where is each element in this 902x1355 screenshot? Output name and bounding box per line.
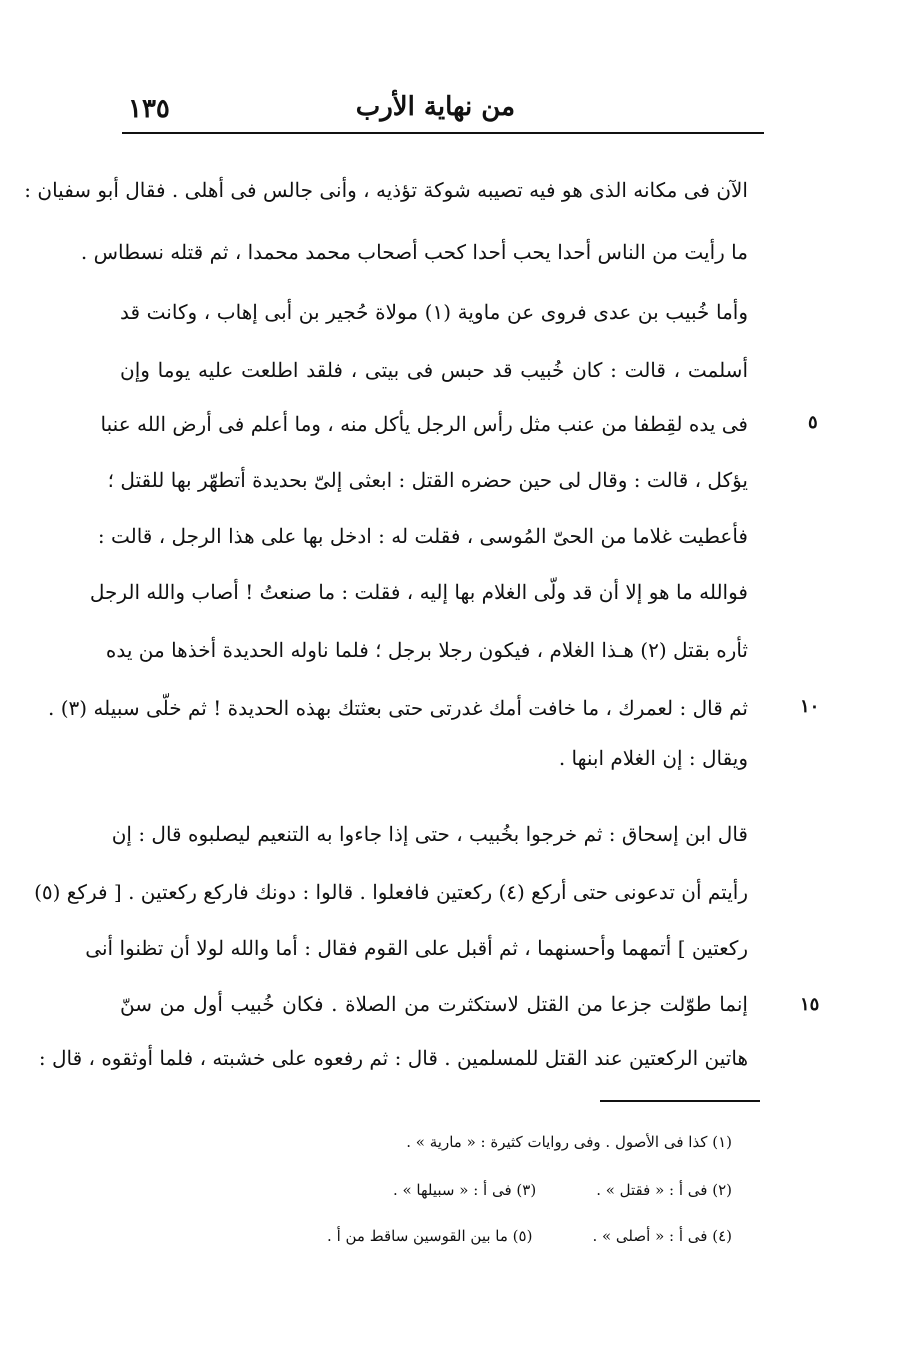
text-line: ويقال : إن الغلام ابنها . [558, 746, 748, 770]
line-number-marker: ٥ [808, 412, 818, 433]
footnote-4: (٤) فى أ : « أصلى » . [592, 1227, 732, 1245]
text-line: إنما طوّلت جزعا من القتل لاستكثرت من الصلاة . فكان خُبيب أول من سنّ [120, 992, 748, 1016]
text-line: هاتين الركعتين عند القتل للمسلمين . قال : ثم رفعوه على خشبته ، فلما أوثقوه ، قال : [38, 1046, 748, 1070]
text-line: وأما خُبيب بن عدى فروى عن ماوية (١) مولاة حُجير بن أبى إهاب ، وكانت قد [120, 300, 748, 324]
footnote-5: (٥) ما بين القوسين ساقط من أ . [327, 1227, 533, 1245]
line-number-marker: ١٠ [800, 696, 820, 717]
running-title: من نهاية الأرب [355, 92, 515, 122]
text-line: ما رأيت من الناس أحدا يحب أحدا كحب أصحاب محمد محمدا ، ثم قتله نسطاس . [80, 240, 748, 264]
footnote-line [406, 1128, 732, 1156]
page-number: ١٣٥ [128, 94, 170, 124]
text-line: فأعطيت غلاما من الحىّ المُوسى ، فقلت له : ادخل بها على هذا الرجل ، قالت : [97, 524, 748, 548]
text-line: فوالله ما هو إلا أن قد ولّى الغلام بها إليه ، فقلت : ما صنعتُ ! أصاب والله الرجل [89, 580, 748, 604]
text-line: يؤكل ، قالت : وقال لى حين حضره القتل : ابعثى إلىّ بحديدة أتطهّر بها للقتل ؛ [107, 468, 748, 492]
text-line: ثم قال : لعمرك ، ما خافت أمك غدرتى حتى بعثتك بهذه الحديدة ! ثم خلّى سبيله (٣) . [48, 696, 748, 720]
line-number-marker: ١٥ [800, 994, 820, 1015]
page-header [120, 88, 765, 128]
text-line: ثأره بقتل (٢) هـذا الغلام ، فيكون رجلا برجل ؛ فلما ناوله الحديدة أخذها من يده [105, 638, 748, 662]
text-line: ركعتين ] أتمهما وأحسنهما ، ثم أقبل على القوم فقال : أما والله لولا أن تظنوا أنى [85, 936, 748, 960]
text-line: الآن فى مكانه الذى هو فيه تصيبه شوكة تؤذيه ، وأنى جالس فى أهلى . فقال أبو سفيان : [24, 178, 748, 202]
footnote-line [393, 1176, 732, 1204]
footnote-2: (٢) فى أ : « فقتل » . [596, 1181, 732, 1199]
footnote-3: (٣) فى أ : « سبيلها » . [392, 1181, 537, 1199]
text-line: رأيتم أن تدعونى حتى أركع (٤) ركعتين فافعلوا . قالوا : دونك فاركع ركعتين . [ فركع (٥) [34, 880, 748, 904]
text-line: قال ابن إسحاق : ثم خرجوا بخُبيب ، حتى إذا جاءوا به التنعيم ليصلبوه قال : إن [111, 822, 748, 846]
footnote-rule [600, 1100, 760, 1102]
footnote-line [327, 1222, 732, 1250]
text-line: فى يده لقِطفا من عنب مثل رأس الرجل يأكل منه ، وما أعلم فى أرض الله عنبا [100, 412, 748, 436]
footnote-1: (١) كذا فى الأصول . وفى روايات كثيرة : « مارية » . [406, 1133, 732, 1151]
header-rule [122, 132, 764, 134]
text-line: أسلمت ، قالت : كان خُبيب قد حبس فى بيتى ، فلقد اطلعت عليه يوما وإن [120, 358, 748, 382]
